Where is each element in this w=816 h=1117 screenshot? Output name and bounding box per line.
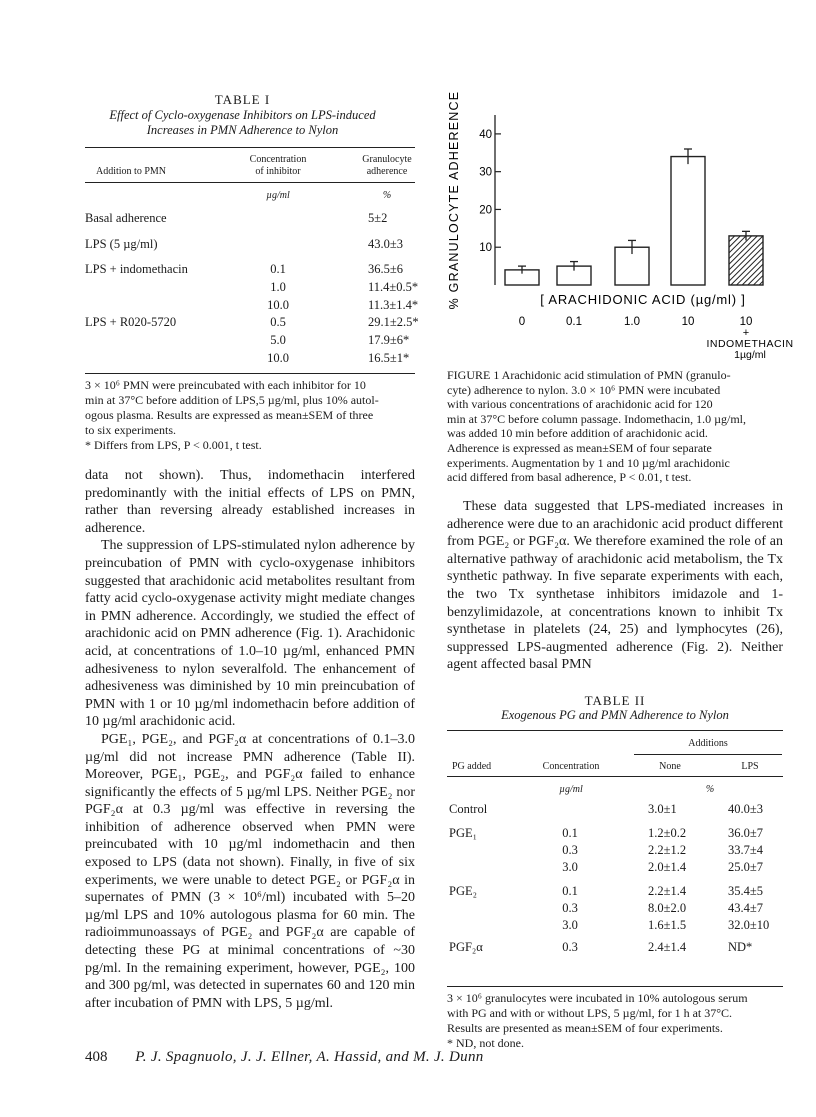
table2-footnote: [447, 991, 787, 1051]
table2-row-conc: 0.3: [562, 940, 578, 954]
left-paragraph-2: The suppression of LPS-stimulated nylon adherence by preincubation of PMN with cyclo-oxygenase inhibitors suggested that arachidonic acid metabolites resultant from fatty acid cyclo-oxygenase activity might mediate changes in PMN adherence. Accordingly, we studied the effect of arachidonic acid on PMN adherence (Fig. 1). Arachidonic acid, at concentrations of 1.0–10 µg/ml, enhanced PMN adhesiveness to nylon severalfold. The enhancement of adhesiveness was diminished by 10 min preincubation of PMN with 1 or 10 µg/ml indomethacin before addition of 10 µg/ml arachidonic acid.: [85, 538, 415, 730]
figure1-caption-line: cyte) adherence to nylon. 3.0 × 10⁶ PMN were incubated: [447, 382, 721, 397]
table1-row-label: LPS + indomethacin: [85, 262, 188, 276]
table2-row-lps: 25.0±7: [728, 860, 763, 874]
table2-col-concentration: Concentration: [542, 761, 600, 772]
table1-row-conc: 10.0: [267, 298, 289, 312]
page-number: 408: [85, 1049, 108, 1065]
table2-row-pg: Control: [449, 802, 488, 816]
figure1-caption-line: acid differed from basal adherence, P < 0.01, t test.: [447, 470, 692, 485]
table2-row-none: 2.4±1.4: [648, 940, 687, 954]
x-tick-label: 10: [681, 316, 695, 328]
y-tick-label: 10: [479, 242, 492, 255]
table1-row-label: Basal adherence: [85, 211, 167, 225]
table1-subtitle-line1: Effect of Cyclo-oxygenase Inhibitors on LPS-induced: [109, 108, 376, 122]
table1-subtitle: [85, 108, 400, 138]
table1-footnote-star: * Differs from LPS, P < 0.001, t test.: [85, 438, 262, 452]
table2-row-conc: 3.0: [562, 918, 578, 932]
table2-title: TABLE II: [584, 693, 646, 708]
table2-unit-conc: µg/ml: [559, 784, 583, 795]
table2-row-none: 2.2±1.4: [648, 884, 687, 898]
y-tick-label: 20: [479, 204, 492, 217]
table1-footnote-line: min at 37°C before addition of LPS,5 µg/ml, plus 10% autol-: [85, 393, 379, 407]
table2-footnote-line: with PG and with or without LPS, 5 µg/ml, for 1 h at 37°C.: [447, 1006, 733, 1020]
table2-col-none: None: [659, 761, 681, 772]
table2-row-lps: 35.4±5: [728, 884, 763, 898]
table2-row-conc: 0.1: [562, 826, 578, 840]
table2-col-lps: LPS: [741, 761, 759, 772]
figure1-caption-line: Adherence is expressed as mean±SEM of four separate: [447, 440, 712, 455]
x-tick-label: 0: [518, 316, 526, 328]
table1-footnote-line: to six experiments.: [85, 423, 176, 437]
figure1-caption-line: with various concentrations of arachidonic acid for 120: [447, 397, 713, 412]
table2-row-conc: 0.3: [562, 843, 578, 857]
table1-col-conc-line2: of inhibitor: [255, 166, 301, 177]
table1-bottom-rule: [85, 373, 415, 374]
table2-row-pg: PGE₁: [449, 826, 477, 840]
table1-col-addition: Addition to PMN: [96, 166, 167, 177]
table1-col-concentration: [240, 154, 316, 178]
chart-bars: [505, 149, 763, 285]
table1-row-value: 16.5±1*: [368, 351, 410, 365]
table1-row-conc: 1.0: [270, 280, 286, 294]
table1-unit-conc: µg/ml: [266, 190, 290, 201]
table2-footnote-line: Results are presented as mean±SEM of four experiments.: [447, 1021, 723, 1035]
x-tick-label: 0.1: [566, 316, 582, 328]
left-paragraph-3: PGE₁, PGE₂, and PGF₂α at concentrations of 0.1–3.0 µg/ml did not increase PMN adherence (Table II). Moreover, PGE₁, PGE₂, and PGF₂α failed to enhance significantly the effects of 5 µg/ml LPS. Neither PGE₂ nor PGF₂α at 0.3 µg/ml was effective in reversing the inhibition of adherence observed when PMN were preincubated with 10 µg/ml indomethacin and then exposed to LPS (data not shown). Finally, in five of six experiments, we were unable to detect PGE₂ or PGF₂α in supernates of PMN (3 × 10⁶/ml) incubated with 5–20 µg/ml LPS and 10% autologous plasma for 60 min. The radioimmunoassays of PGE₂ and PGF₂α are capable of detecting these PG at minimal concentrations of ~30 pg/ml. In the remaining experiment, however, PGE₂, 100 and 300 pg/ml, was detected in supernates 60 and 120 min after incubation of PMN with LPS, 5 µg/ml.: [85, 731, 415, 1011]
x-tick-extra: 1µg/ml: [734, 349, 766, 361]
table1-row-value: 11.3±1.4*: [368, 298, 419, 312]
table2-row-conc: 0.1: [562, 884, 578, 898]
table1-row-conc: 5.0: [270, 333, 286, 347]
table2-row-conc: 3.0: [562, 860, 578, 874]
table2-subtitle: Exogenous PG and PMN Adherence to Nylon: [501, 708, 729, 722]
table2-col-pg: PG added: [452, 761, 492, 772]
left-paragraph-1: data not shown). Thus, indomethacin interfered predominantly with the initial effects of LPS on PMN, rather than reversing already established increases in adherence.: [85, 468, 415, 536]
table1-row-label: LPS (5 µg/ml): [85, 237, 158, 251]
table1-row-conc: 0.1: [270, 262, 286, 276]
table2-row-lps: 36.0±7: [728, 826, 763, 840]
table1-row-conc: 0.5: [270, 315, 286, 329]
table2-row-lps: 40.0±3: [728, 802, 763, 816]
table1-row-value: 5±2: [368, 211, 388, 225]
table1-col-conc-line1: Concentration: [249, 154, 307, 165]
table1-row-label: LPS + R020-5720: [85, 315, 177, 329]
bar: [671, 157, 705, 285]
table2-additions-rule: [634, 754, 782, 755]
table2-row-lps: 33.7±4: [728, 843, 763, 857]
table2-top-rule: [447, 730, 783, 731]
x-tick-label: 10: [739, 316, 753, 328]
table1-col-adherence: [352, 154, 422, 178]
table2-row-lps: 43.4±7: [728, 901, 763, 915]
table2-footnote-line: 3 × 10⁶ granulocytes were incubated in 10% autologous serum: [447, 991, 748, 1005]
y-tick-label: 40: [479, 128, 492, 141]
figure1-caption-line: FIGURE 1 Arachidonic acid stimulation of PMN (granulo-: [447, 368, 731, 382]
figure1-chart: [438, 85, 794, 365]
table1-unit-adh: %: [382, 190, 392, 201]
table1-footnote: [85, 378, 415, 453]
table2-unit-pct: %: [705, 784, 715, 795]
table2-header-rule: [447, 776, 783, 777]
table1-col-adh-line1: Granulocyte: [362, 154, 412, 165]
x-tick-label: 1.0: [624, 316, 640, 328]
left-column-text: [85, 467, 415, 1012]
bar: [729, 236, 763, 285]
table1-row-value: 43.0±3: [368, 237, 403, 251]
figure1-caption: [447, 368, 781, 485]
table1-subtitle-line2: Increases in PMN Adherence to Nylon: [146, 123, 339, 137]
figure1-caption-line: min at 37°C before column passage. Indomethacin, 1.0 µg/ml,: [447, 411, 746, 426]
chart-y-ticks: [479, 129, 501, 254]
table1-title: TABLE I: [214, 92, 271, 107]
table1-row-conc: 10.0: [267, 351, 289, 365]
table2-row-none: 2.0±1.4: [648, 860, 687, 874]
table1-top-rule: [85, 147, 415, 148]
right-column-text: [447, 498, 783, 674]
table1-col-adh-line2: adherence: [366, 166, 408, 177]
table2-row-pg: PGF₂α: [449, 940, 483, 954]
table1-row-value: 29.1±2.5*: [368, 315, 419, 329]
table2-row-none: 1.2±0.2: [648, 826, 687, 840]
table1-row-value: 17.9±6*: [368, 333, 410, 347]
table1-footnote-line: 3 × 10⁶ PMN were preincubated with each inhibitor for 10: [85, 378, 366, 392]
chart-ylabel: % GRANULOCYTE ADHERENCE: [447, 90, 461, 310]
table1-footnote-line: ogous plasma. Results are expressed as mean±SEM of three: [85, 408, 374, 422]
table2-footnote-star: * ND, not done.: [447, 1036, 524, 1050]
table2-row-none: 1.6±1.5: [648, 918, 687, 932]
chart-xlabel: [ ARACHIDONIC ACID (µg/ml) ]: [540, 292, 746, 307]
y-tick-label: 30: [479, 166, 492, 179]
table2-row-none: 3.0±1: [648, 802, 677, 816]
figure1-caption-line: experiments. Augmentation by 1 and 10 µg/ml arachidonic: [447, 455, 730, 470]
x-tick-extra: +: [742, 327, 750, 339]
table2-row-conc: 0.3: [562, 901, 578, 915]
table2-row-none: 8.0±2.0: [648, 901, 687, 915]
table2-row-lps: 32.0±10: [728, 918, 770, 932]
table1-row-value: 11.4±0.5*: [368, 280, 419, 294]
figure1-caption-line: was added 10 min before addition of arachidonic acid.: [447, 426, 708, 441]
table2-col-additions: Additions: [688, 738, 728, 749]
table2-bottom-rule: [447, 986, 783, 987]
x-tick-extra: INDOMETHACIN: [706, 338, 794, 350]
footer-authors: P. J. Spagnuolo, J. J. Ellner, A. Hassid, and M. J. Dunn: [135, 1049, 484, 1065]
table1-row-value: 36.5±6: [368, 262, 403, 276]
table2-row-pg: PGE₂: [449, 884, 477, 898]
right-paragraph-1: These data suggested that LPS-mediated increases in adherence were due to an arachidonic acid product different from PGE₂ or PGF₂α. We therefore examined the role of an alternative pathway of arachidonic acid metabolism, the Tx synthetic pathway. In five separate experiments with each, the two Tx synthetase inhibitors imidazole and 1-benzylimidazole, at concentrations known to inhibit Tx synthetase in platelets (24, 25) and lymphocytes (26), suppressed LPS-augmented adherence (Fig. 2). Neither agent affected basal PMN: [447, 499, 783, 673]
table2-row-lps: ND*: [728, 940, 753, 954]
chart-x-ticks: [519, 316, 794, 361]
table1-header-rule: [85, 182, 415, 183]
page-footer: [85, 1049, 785, 1066]
table2-row-none: 2.2±1.2: [648, 843, 687, 857]
